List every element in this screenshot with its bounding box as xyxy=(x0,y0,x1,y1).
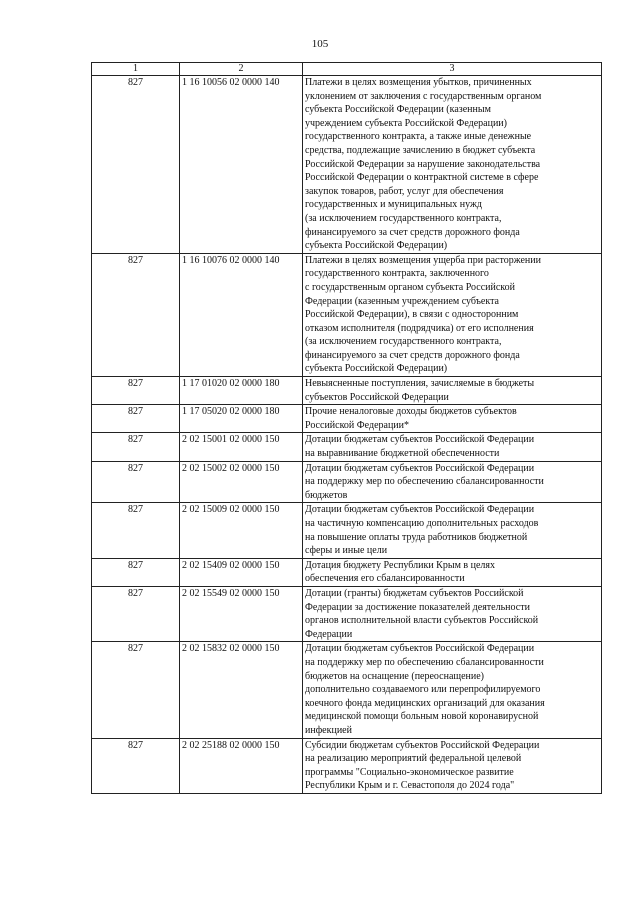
description-cell: Дотации бюджетам субъектов Российской Федерации на поддержку мер по обеспечению сбалансированности бюджетов xyxy=(303,461,602,503)
budget-code-cell: 1 17 01020 02 0000 180 xyxy=(180,377,303,405)
admin-code-cell: 827 xyxy=(92,642,180,738)
description-cell: Платежи в целях возмещения убытков, причиненных уклонением от заключения с государственным органом субъекта Российской Федерации (казенным учреждением субъекта Российской Федерации) государственного контракта, а также иные денежные средства, подлежащие зачислению в бюджет субъекта Российской Федерации за нарушение законодательства Российской Федерации о контрактной системе в сфере закупок товаров, работ, услуг для обеспечения государственных и муниципальных нужд (за исключением государственного контракта, финансируемого за счет средств дорожного фонда субъекта Российской Федерации) xyxy=(303,76,602,254)
table-row xyxy=(92,503,602,558)
table-row xyxy=(92,738,602,793)
table-row xyxy=(92,377,602,405)
budget-code-cell: 2 02 15549 02 0000 150 xyxy=(180,586,303,641)
description-cell: Платежи в целях возмещения ущерба при расторжении государственного контракта, заключенного с государственным органом субъекта Российской Федерации (казенным учреждением субъекта Российской Федерации), в связи с односторонним отказом исполнителя (подрядчика) от его исполнения (за исключением государственного контракта, финансируемого за счет средств дорожного фонда субъекта Российской Федерации) xyxy=(303,253,602,376)
table-row xyxy=(92,433,602,461)
admin-code-cell: 827 xyxy=(92,503,180,558)
table-row xyxy=(92,461,602,503)
page-number: 105 xyxy=(311,38,329,50)
description-cell: Субсидии бюджетам субъектов Российской Федерации на реализацию мероприятий федеральной целевой программы "Социально-экономическое развитие Республики Крым и г. Севастополя до 2024 года" xyxy=(303,738,602,793)
table-row xyxy=(92,642,602,738)
budget-code-cell: 2 02 15009 02 0000 150 xyxy=(180,503,303,558)
budget-code-cell: 1 16 10076 02 0000 140 xyxy=(180,253,303,376)
column-header-3: 3 xyxy=(303,63,602,76)
admin-code-cell: 827 xyxy=(92,433,180,461)
budget-code-cell: 2 02 15002 02 0000 150 xyxy=(180,461,303,503)
description-cell: Дотации (гранты) бюджетам субъектов Российской Федерации за достижение показателей деятельности органов исполнительной власти субъектов Российской Федерации xyxy=(303,586,602,641)
column-header-1: 1 xyxy=(92,63,180,76)
admin-code-cell: 827 xyxy=(92,377,180,405)
budget-code-cell: 2 02 15832 02 0000 150 xyxy=(180,642,303,738)
budget-code-cell: 1 17 05020 02 0000 180 xyxy=(180,405,303,433)
admin-code-cell: 827 xyxy=(92,586,180,641)
table-row xyxy=(92,76,602,254)
budget-code-cell: 2 02 15001 02 0000 150 xyxy=(180,433,303,461)
budget-code-cell: 2 02 15409 02 0000 150 xyxy=(180,558,303,586)
admin-code-cell: 827 xyxy=(92,738,180,793)
revenue-code-table xyxy=(91,62,602,794)
budget-code-cell: 1 16 10056 02 0000 140 xyxy=(180,76,303,254)
table-row xyxy=(92,253,602,376)
description-cell: Дотация бюджету Республики Крым в целях обеспечения его сбалансированности xyxy=(303,558,602,586)
admin-code-cell: 827 xyxy=(92,405,180,433)
description-cell: Дотации бюджетам субъектов Российской Федерации на поддержку мер по обеспечению сбалансированности бюджетов на оснащение (переоснащение) дополнительно создаваемого или перепрофилируемого коечного фонда медицинских организаций для оказания медицинской помощи больным новой коронавирусной инфекцией xyxy=(303,642,602,738)
column-header-2: 2 xyxy=(180,63,303,76)
admin-code-cell: 827 xyxy=(92,461,180,503)
table-row xyxy=(92,558,602,586)
admin-code-cell: 827 xyxy=(92,253,180,376)
table-header-row xyxy=(92,63,602,76)
table-row xyxy=(92,405,602,433)
description-cell: Дотации бюджетам субъектов Российской Федерации на частичную компенсацию дополнительных расходов на повышение оплаты труда работников бюджетной сферы и иные цели xyxy=(303,503,602,558)
admin-code-cell: 827 xyxy=(92,558,180,586)
budget-code-cell: 2 02 25188 02 0000 150 xyxy=(180,738,303,793)
description-cell: Прочие неналоговые доходы бюджетов субъектов Российской Федерации* xyxy=(303,405,602,433)
table-row xyxy=(92,586,602,641)
admin-code-cell: 827 xyxy=(92,76,180,254)
description-cell: Невыясненные поступления, зачисляемые в бюджеты субъектов Российской Федерации xyxy=(303,377,602,405)
description-cell: Дотации бюджетам субъектов Российской Федерации на выравнивание бюджетной обеспеченности xyxy=(303,433,602,461)
